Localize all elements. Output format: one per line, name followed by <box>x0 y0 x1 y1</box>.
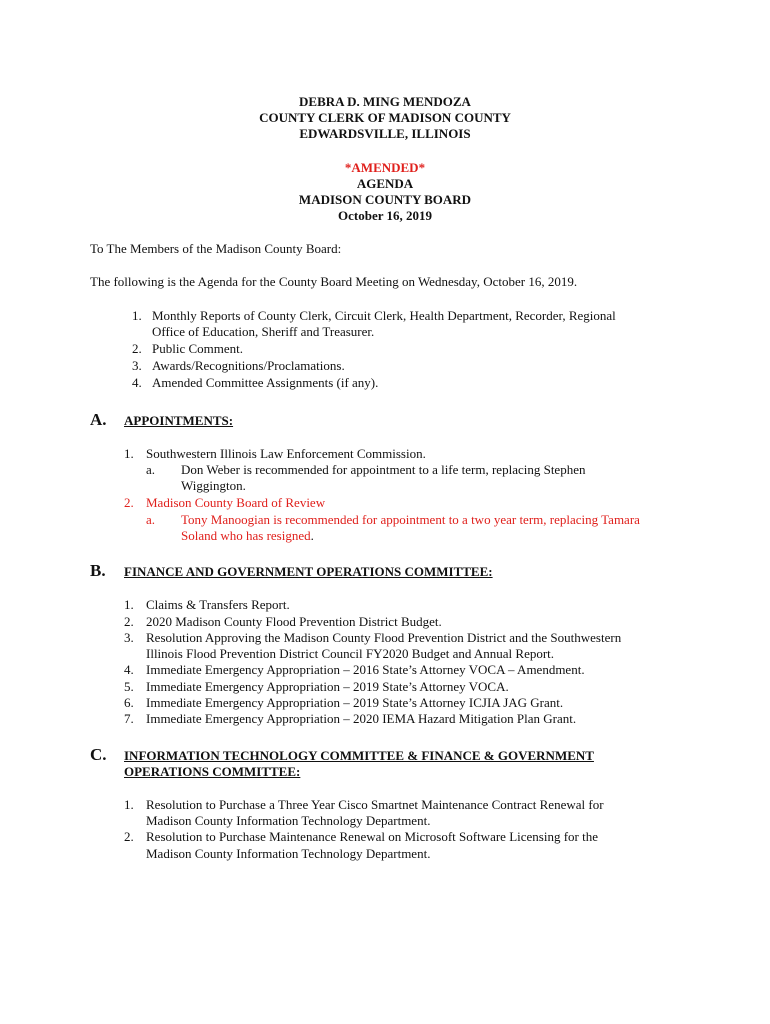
item-text: Immediate Emergency Appropriation – 2020 IEMA Hazard Mitigation Plan Grant. <box>146 711 577 726</box>
section-c-title-line1: INFORMATION TECHNOLOGY COMMITTEE & FINANCE & GOVERNMENT <box>124 748 594 763</box>
item-text: Public Comment. <box>152 341 243 356</box>
item-number: 1. <box>132 308 142 323</box>
agenda-label: AGENDA <box>356 176 414 191</box>
section-c-title-line2: OPERATIONS COMMITTEE: <box>124 764 301 779</box>
board-label: MADISON COUNTY BOARD <box>298 192 472 207</box>
item-text: Illinois Flood Prevention District Council FY2020 Budget and Annual Report. <box>146 646 555 661</box>
appointment-item-2: Madison County Board of Review <box>146 495 326 510</box>
clerk-title: COUNTY CLERK OF MADISON COUNTY <box>259 110 511 125</box>
sub-item-letter: a. <box>146 512 156 527</box>
item-number: 1. <box>124 597 134 612</box>
item-number: 2. <box>124 614 134 629</box>
sub-item-letter: a. <box>146 462 156 477</box>
section-b-letter: B. <box>90 561 106 580</box>
item-number: 4. <box>124 662 134 677</box>
item-text: 2020 Madison County Flood Prevention District Budget. <box>146 614 442 629</box>
item-number: 3. <box>132 358 142 373</box>
item-number: 4. <box>132 375 142 390</box>
item-number: 6. <box>124 695 134 710</box>
period: . <box>310 528 314 543</box>
item-text: Resolution to Purchase Maintenance Renewal on Microsoft Software Licensing for the <box>146 829 598 844</box>
item-number: 7. <box>124 711 134 726</box>
item-number: 2. <box>132 341 142 356</box>
section-c-letter: C. <box>90 745 107 764</box>
item-text: Awards/Recognitions/Proclamations. <box>152 358 345 373</box>
item-text: Monthly Reports of County Clerk, Circuit Clerk, Health Department, Recorder, Regional <box>152 308 616 323</box>
item-number: 2. <box>124 829 134 844</box>
section-a-letter: A. <box>90 410 107 429</box>
item-text: Madison County Information Technology Department. <box>146 813 431 828</box>
appointment-item-1a: Don Weber is recommended for appointment to a life term, replacing Stephen <box>181 462 586 477</box>
item-number: 5. <box>124 679 134 694</box>
salutation: To The Members of the Madison County Board: <box>90 241 342 256</box>
item-number: 1. <box>124 797 134 812</box>
meeting-date: October 16, 2019 <box>338 208 432 223</box>
appointment-item-2a-cont-text: Soland who has resigned <box>181 528 311 543</box>
appointment-item-1: Southwestern Illinois Law Enforcement Commission. <box>146 446 426 461</box>
clerk-location: EDWARDSVILLE, ILLINOIS <box>299 126 471 141</box>
item-text: Resolution Approving the Madison County Flood Prevention District and the Southwestern <box>146 630 622 645</box>
item-text: Madison County Information Technology Department. <box>146 846 431 861</box>
item-text: Office of Education, Sheriff and Treasurer. <box>152 324 375 339</box>
appointment-item-2a-cont <box>181 528 314 544</box>
appointment-item-1a-cont: Wiggington. <box>181 478 246 493</box>
item-text: Resolution to Purchase a Three Year Cisco Smartnet Maintenance Contract Renewal for <box>146 797 604 812</box>
item-text: Immediate Emergency Appropriation – 2019 State’s Attorney ICJIA JAG Grant. <box>146 695 564 710</box>
amended-label: *AMENDED* <box>344 160 426 175</box>
intro-paragraph: The following is the Agenda for the County Board Meeting on Wednesday, October 16, 2019. <box>90 274 578 289</box>
item-number: 2. <box>124 495 134 510</box>
item-text: Amended Committee Assignments (if any). <box>152 375 379 390</box>
appointment-item-2a: Tony Manoogian is recommended for appointment to a two year term, replacing Tamara <box>181 512 640 527</box>
item-number: 3. <box>124 630 134 645</box>
item-text: Immediate Emergency Appropriation – 2019 State’s Attorney VOCA. <box>146 679 509 694</box>
clerk-name: DEBRA D. MING MENDOZA <box>299 94 471 109</box>
item-number: 1. <box>124 446 134 461</box>
item-text: Claims & Transfers Report. <box>146 597 290 612</box>
section-b-title: FINANCE AND GOVERNMENT OPERATIONS COMMITTEE: <box>124 564 493 579</box>
item-text: Immediate Emergency Appropriation – 2016 State’s Attorney VOCA – Amendment. <box>146 662 585 677</box>
section-a-title: APPOINTMENTS: <box>124 413 234 428</box>
